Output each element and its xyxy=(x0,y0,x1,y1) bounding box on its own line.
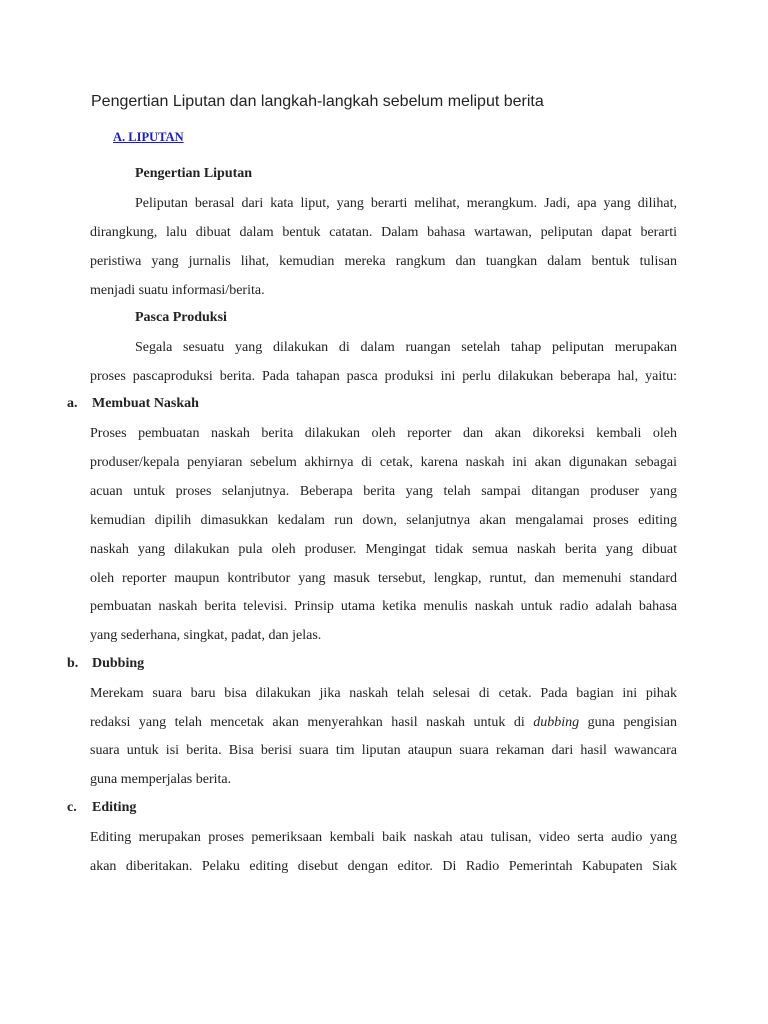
paragraph-line: Editing merupakan proses pemeriksaan kembali baik naskah atau tulisan, video serta audio yang xyxy=(90,830,677,845)
paragraph-line: suara untuk isi berita. Bisa berisi suara tim liputan ataupun suara rekaman dari hasil wawancara xyxy=(90,743,677,758)
italic-term: dubbing xyxy=(533,715,580,730)
list-item-c-heading xyxy=(67,800,136,816)
paragraph-line: Proses pembuatan naskah berita dilakukan oleh reporter dan akan dikoreksi kembali oleh xyxy=(90,426,677,441)
list-heading-text: Membuat Naskah xyxy=(92,396,199,411)
paragraph-line: guna memperjalas berita. xyxy=(90,772,232,787)
paragraph-line: produser/kepala penyiaran sebelum akhirnya di cetak, karena naskah ini akan digunakan sebagai xyxy=(90,455,677,470)
paragraph-line: menjadi suatu informasi/berita. xyxy=(90,283,265,298)
subheading-pengertian: Pengertian Liputan xyxy=(135,166,253,181)
list-marker: b. xyxy=(67,656,79,671)
document-title: Pengertian Liputan dan langkah-langkah sebelum meliput berita xyxy=(91,93,544,110)
list-heading-text: Dubbing xyxy=(92,656,145,671)
paragraph-line: acuan untuk proses selanjutnya. Beberapa berita yang telah sampai ditangan produser yang xyxy=(90,484,677,499)
paragraph-line: Merekam suara baru bisa dilakukan jika naskah telah selesai di cetak. Pada bagian ini pihak xyxy=(90,686,677,701)
text-run: guna pengisian xyxy=(579,715,677,730)
list-marker: c. xyxy=(67,800,77,815)
paragraph-line: Peliputan berasal dari kata liput, yang berarti melihat, merangkum. Jadi, apa yang dilihat, xyxy=(135,196,677,211)
list-item-a-heading xyxy=(67,396,199,412)
paragraph-line: peristiwa yang jurnalis lihat, kemudian mereka rangkum dan tuangkan dalam bentuk tulisan xyxy=(90,254,677,269)
paragraph-line: naskah yang dilakukan pula oleh produser. Mengingat tidak semua naskah berita yang dibuat xyxy=(90,542,677,557)
paragraph-line: dirangkung, lalu dibuat dalam bentuk catatan. Dalam bahasa wartawan, peliputan dapat berarti xyxy=(90,225,677,240)
list-item-b-heading xyxy=(67,656,144,672)
paragraph-line: oleh reporter maupun kontributor yang masuk tersebut, lengkap, runtut, dan memenuhi standard xyxy=(90,571,677,586)
list-marker: a. xyxy=(67,396,78,411)
text-run: redaksi yang telah mencetak akan menyerahkan hasil naskah untuk di xyxy=(90,715,534,730)
paragraph-line: pembuatan naskah berita televisi. Prinsip utama ketika menulis naskah untuk radio adalah bahasa xyxy=(90,599,677,614)
section-a-link[interactable]: A. LIPUTAN xyxy=(113,130,184,144)
paragraph-line: proses pascaproduksi berita. Pada tahapan pasca produksi ini perlu dilakukan beberapa hal, yaitu: xyxy=(90,369,677,384)
paragraph-line: akan diberitakan. Pelaku editing disebut dengan editor. Di Radio Pemerintah Kabupaten Siak xyxy=(90,859,677,874)
paragraph-line: Segala sesuatu yang dilakukan di dalam ruangan setelah tahap peliputan merupakan xyxy=(135,340,677,355)
subheading-pasca-produksi: Pasca Produksi xyxy=(135,310,227,325)
paragraph-line: yang sederhana, singkat, padat, dan jelas. xyxy=(90,628,322,643)
list-heading-text: Editing xyxy=(92,800,137,815)
paragraph-line xyxy=(90,714,677,732)
paragraph-line: kemudian dipilih dimasukkan kedalam run down, selanjutnya akan mengalamai proses editing xyxy=(90,513,677,528)
